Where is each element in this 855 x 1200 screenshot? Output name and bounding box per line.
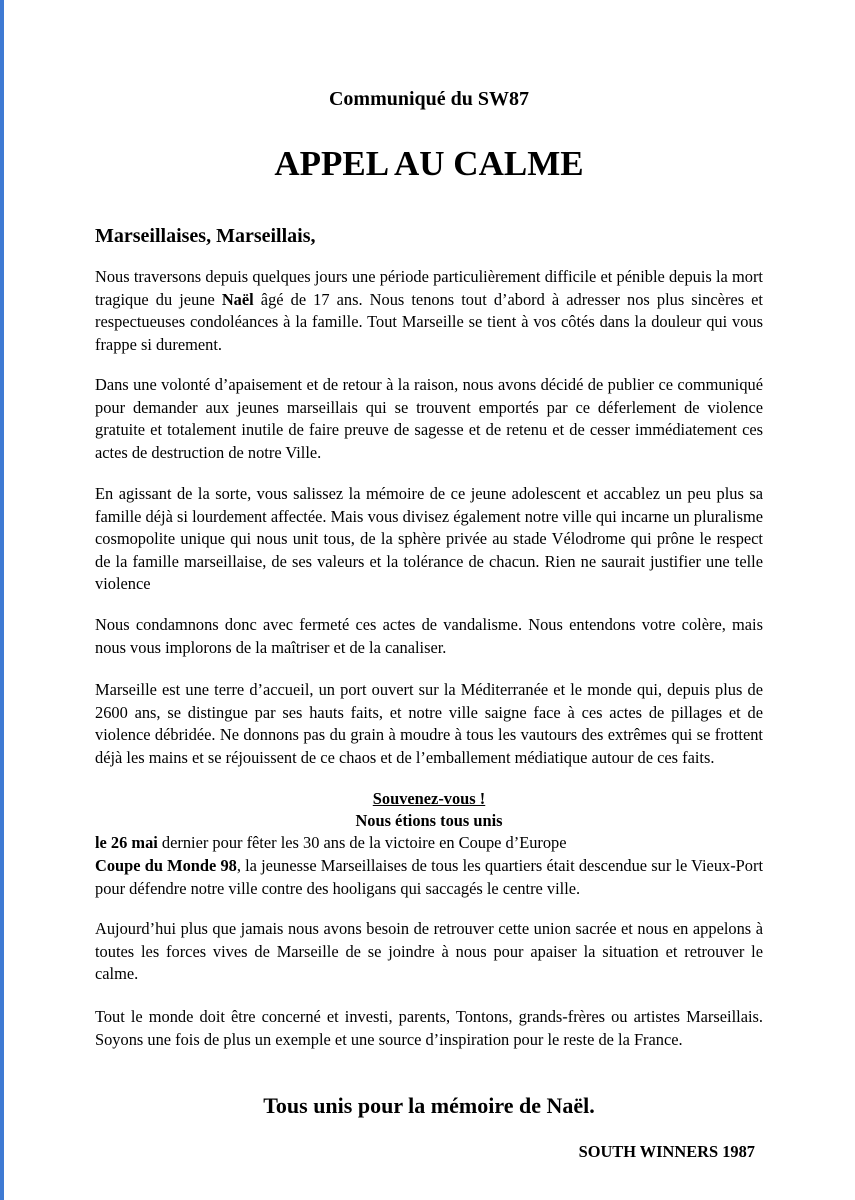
paragraph-union: Aujourd’hui plus que jamais nous avons besoin de retrouver cette union sacrée et nous en appelons à toutes les forces vives de Marseille de se joindre à nous pour apaiser la situation et retrouver le calme. — [95, 919, 763, 984]
paragraph-condemnation: Nous condamnons donc avec fermeté ces actes de vandalisme. Nous entendons votre colère, mais nous vous implorons de la maîtriser et de la canaliser. — [95, 615, 763, 657]
left-margin-rule — [0, 0, 4, 1200]
date-highlight: le 26 mai — [95, 833, 158, 852]
paragraph-world-cup — [95, 855, 763, 900]
remember-heading: Souvenez-vous ! — [372, 789, 486, 808]
united-heading: Nous étions tous unis — [355, 811, 503, 830]
paragraph-memory: En agissant de la sorte, vous salissez la mémoire de ce jeune adolescent et accablez un peu plus sa famille déjà si lourdement affectée. Mais vous divisez également notre ville qui incarne un pluralisme cosmopolite unique qui nous unit tous, de la sphère privée au stade Vélodrome qui prône le respect de la famille marseillaise, de ses valeurs et la tolérance de chacun. Rien ne saurait justifier une telle violence — [95, 484, 763, 594]
closing-line: Tous unis pour la mémoire de Naël. — [263, 1093, 595, 1118]
paragraph-text: , la jeunesse Marseillaises de tous les quartiers était descendue sur le Vieux-Port pour défendre notre ville contre des hooligans qui saccagés le centre ville. — [95, 856, 763, 898]
paragraph-text: âgé de 17 ans. Nous tenons tout d’abord à adresser nos plus sincères et respectueuses condoléances à la famille. Tout Marseille se tient à vos côtés dans la douleur qui vous frappe si durement. — [95, 289, 763, 354]
salutation: Marseillaises, Marseillais, — [95, 225, 316, 247]
world-cup-highlight: Coupe du Monde 98 — [95, 856, 237, 875]
victim-name: Naël — [221, 289, 254, 309]
paragraph-marseille: Marseille est une terre d’accueil, un port ouvert sur la Méditerranée et le monde qui, depuis plus de 2600 ans, se distingue par ses hauts faits, et notre ville saigne face à ces actes de pillages et de violence débridée. Ne donnons pas du grain à moudre à tous les vautours des extrêmes qui se frottent déjà les mains et se réjouissent de ce chaos et de l’emballement médiatique autour de ces faits. — [95, 680, 763, 767]
signature: SOUTH WINNERS 1987 — [578, 1142, 755, 1161]
paragraph-text: dernier pour fêter les 30 ans de la victoire en Coupe d’Europe — [157, 833, 567, 852]
paragraph-text: Nous traversons depuis quelques jours une période particulièrement difficile et pénible depuis la mort tragique du jeune — [95, 267, 763, 309]
line-may-26 — [95, 832, 763, 855]
document-subtitle: Communiqué du SW87 — [328, 88, 530, 110]
document-title: APPEL AU CALME — [274, 144, 584, 183]
paragraph-everyone: Tout le monde doit être concerné et investi, parents, Tontons, grands-frères ou artistes Marseillais. Soyons une fois de plus un exemple et une source d’inspiration pour le reste de la France. — [95, 1007, 763, 1049]
paragraph-condolences — [95, 266, 763, 356]
paragraph-appeal: Dans une volonté d’apaisement et de retour à la raison, nous avons décidé de publier ce communiqué pour demander aux jeunes marseillais qui se trouvent emportés par ce déferlement de violence gratuite et totalement inutile de faire preuve de sagesse et de retenu et de cesser immédiatement ces actes de destruction de notre Ville. — [95, 375, 763, 462]
